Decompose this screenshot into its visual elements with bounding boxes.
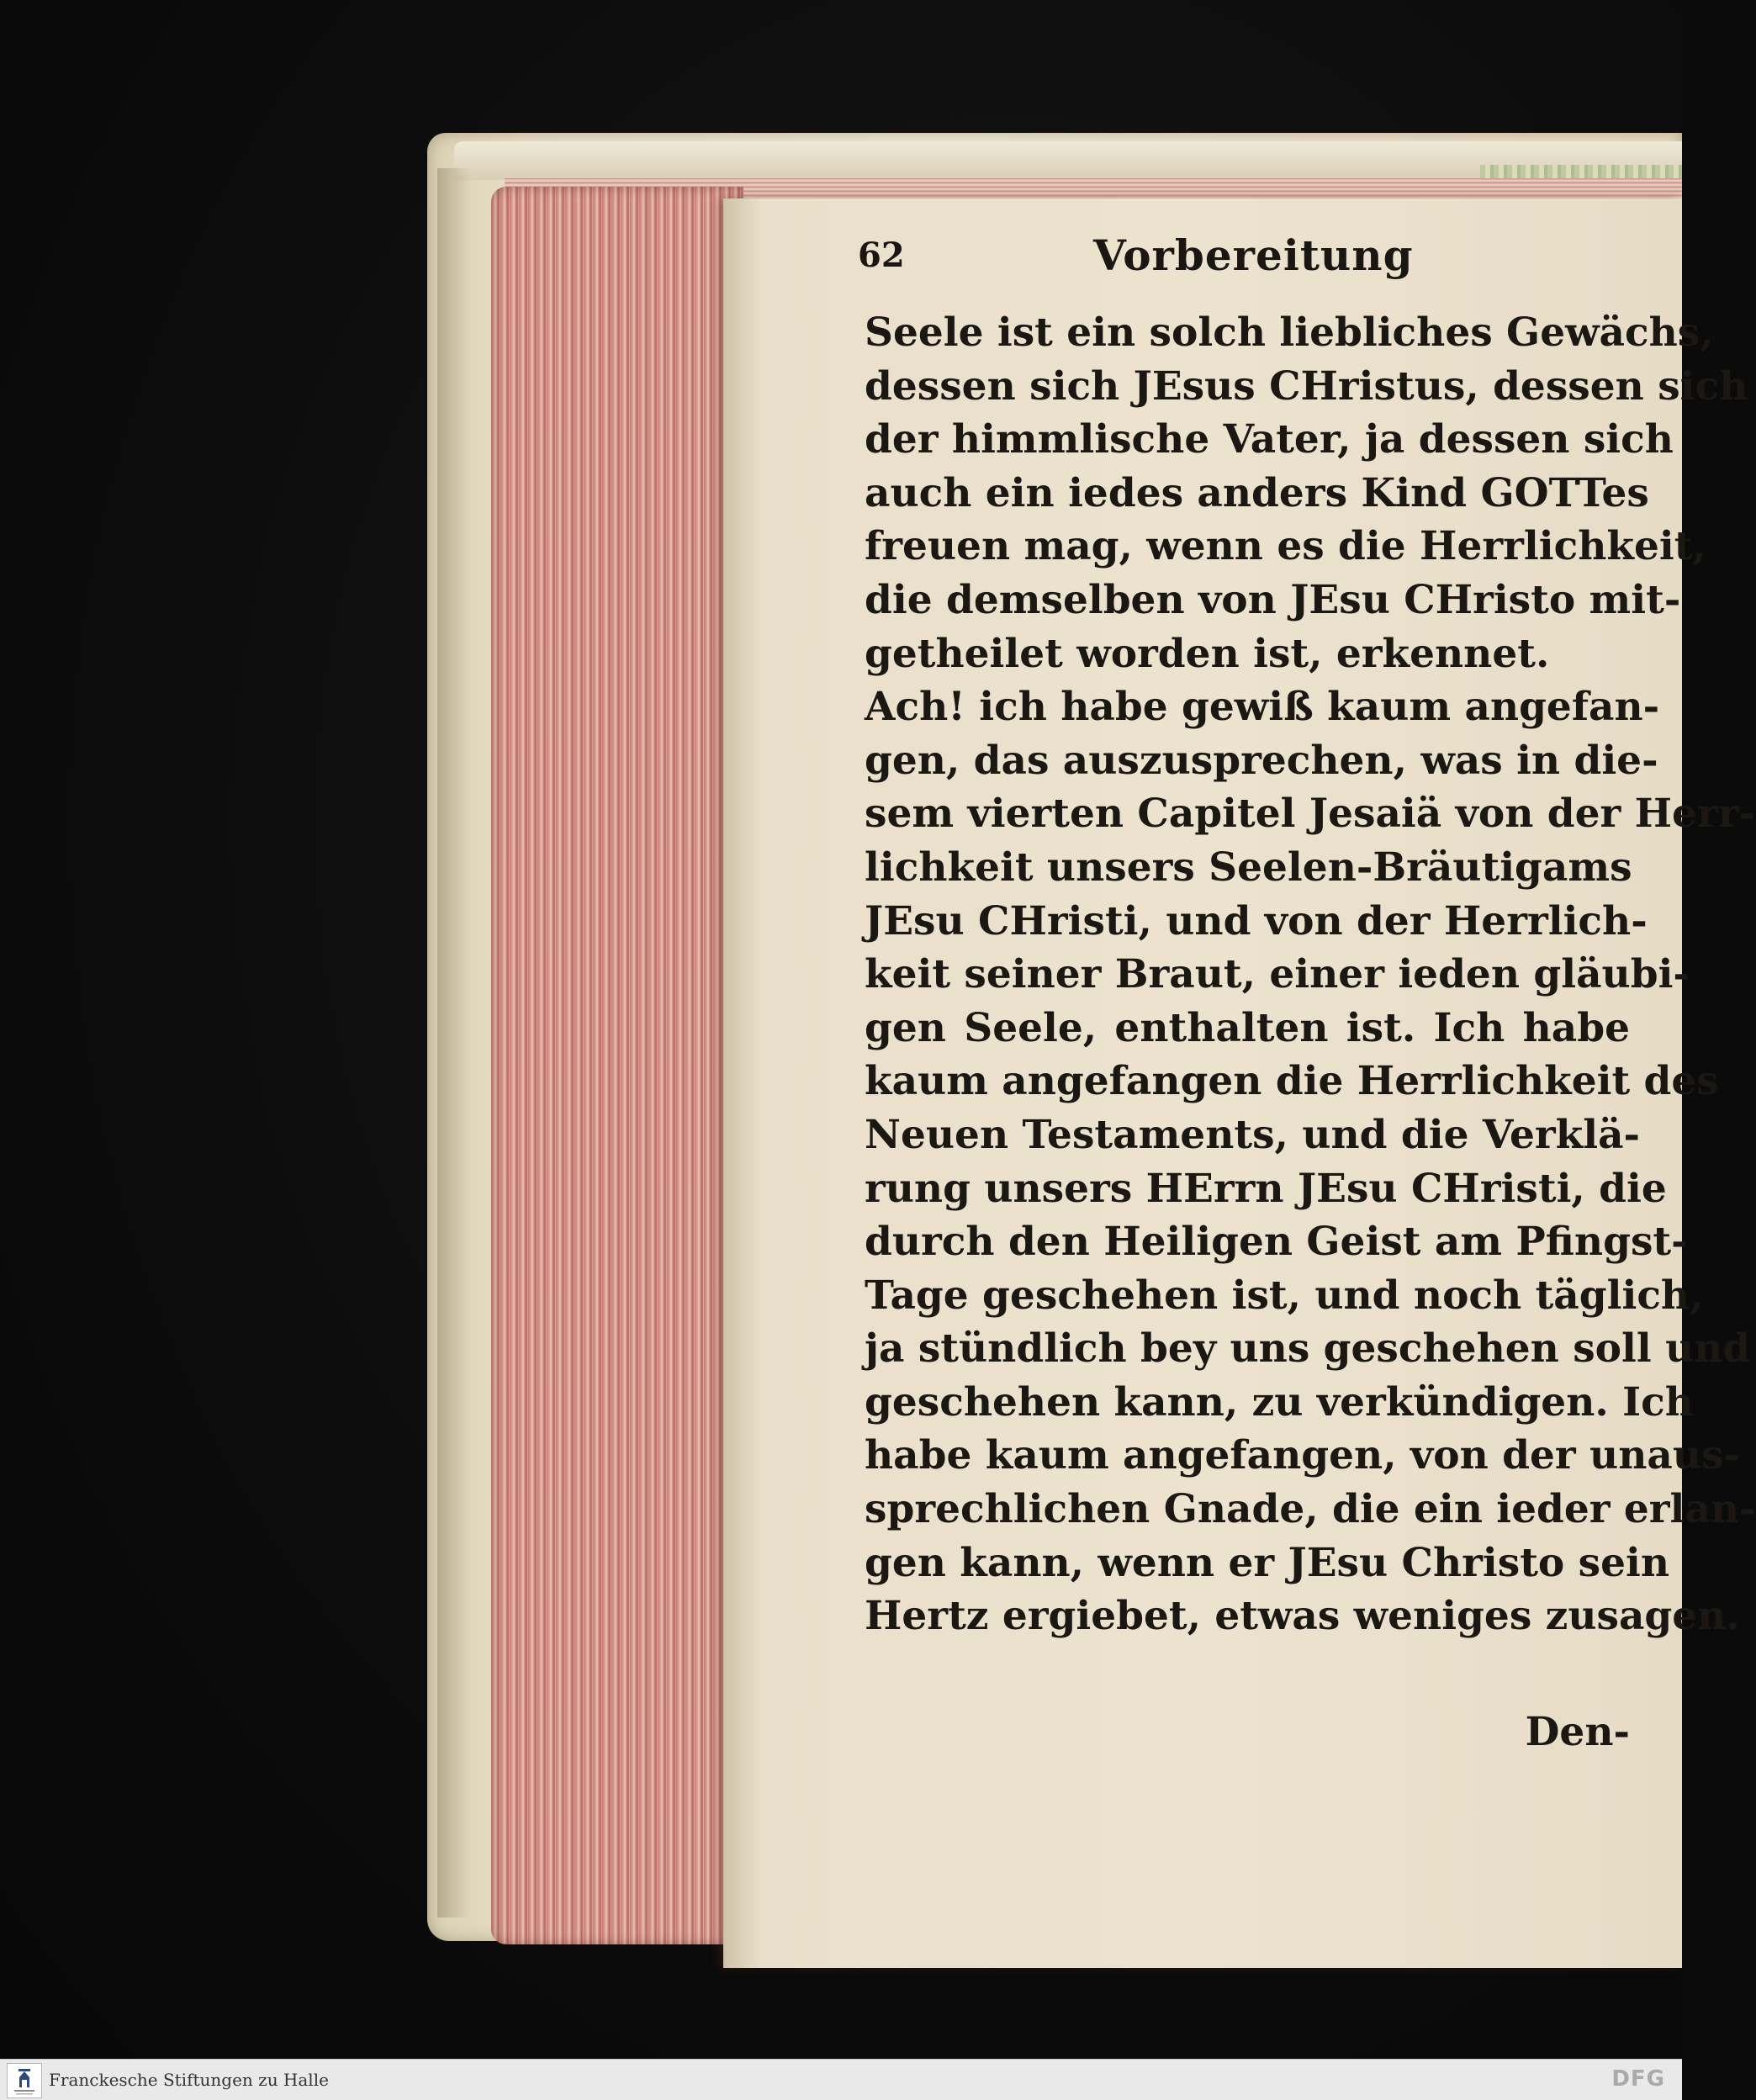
text-line: rung unsers HErrn JEsu CHristi, die	[865, 1165, 1667, 1212]
text-line: ja stündlich bey uns geschehen soll und	[865, 1325, 1751, 1373]
text-line: JEsu CHristi, und von der Herrlich-	[865, 897, 1648, 944]
text-line: getheilet worden ist, erkennet.	[865, 630, 1550, 677]
dfg-logo-text: DFG	[1611, 2066, 1665, 2092]
text-line: gen kann, wenn er JEsu Christo sein	[865, 1539, 1670, 1586]
footer-bar	[0, 2059, 1682, 2100]
text-line: auch ein iedes anders Kind GOTTes	[865, 469, 1649, 516]
text-line: gen Seele, enthalten ist. Ich habe	[865, 1004, 1630, 1051]
foundation-logo-icon	[7, 2063, 42, 2098]
text-line: gen, das auszusprechen, was in die-	[865, 737, 1658, 784]
text-line: Ach! ich habe gewiß kaum angefan-	[865, 684, 1660, 731]
text-line: sprechlichen Gnade, die ein ieder erlan-	[865, 1486, 1756, 1533]
text-line: Tage geschehen ist, und noch täglich,	[865, 1272, 1704, 1319]
red-stained-page-block	[491, 187, 743, 1944]
text-line: durch den Heiligen Geist am Pfingst-	[865, 1219, 1688, 1266]
text-line: geschehen kann, zu verkündigen. Ich	[865, 1378, 1694, 1426]
text-line: keit seiner Braut, einer ieden gläubi-	[865, 951, 1690, 998]
text-line: die demselben von JEsu CHristo mit-	[865, 576, 1681, 623]
text-line: freuen mag, wenn es die Herrlichkeit,	[865, 523, 1706, 570]
text-line: habe kaum angefangen, von der unaus-	[865, 1432, 1740, 1479]
text-line: lichkeit unsers Seelen-Bräutigams	[865, 844, 1632, 891]
body-text	[865, 306, 1756, 1643]
page-number: 62	[858, 235, 905, 275]
text-line: Hertz ergiebet, etwas weniges zusagen.	[865, 1593, 1740, 1640]
text-line: kaum angefangen die Herrlichkeit des	[865, 1058, 1719, 1105]
text-line: der himmlische Vater, ja dessen sich	[865, 416, 1674, 463]
footer-institution-label: Franckesche Stiftungen zu Halle	[49, 2070, 329, 2090]
text-line: sem vierten Capitel Jesaiä von der Herr-	[865, 791, 1755, 838]
text-line: Seele ist ein solch liebliches Gewächs,	[865, 309, 1714, 356]
page-header	[858, 230, 1657, 298]
text-line: dessen sich JEsus CHristus, dessen sich	[865, 362, 1748, 410]
running-head: Vorbereitung	[1093, 230, 1414, 280]
catchword: Den-	[1525, 1709, 1630, 1755]
text-line: Neuen Testaments, und die Verklä-	[865, 1111, 1641, 1158]
cover-spine-shadow	[437, 168, 471, 1918]
